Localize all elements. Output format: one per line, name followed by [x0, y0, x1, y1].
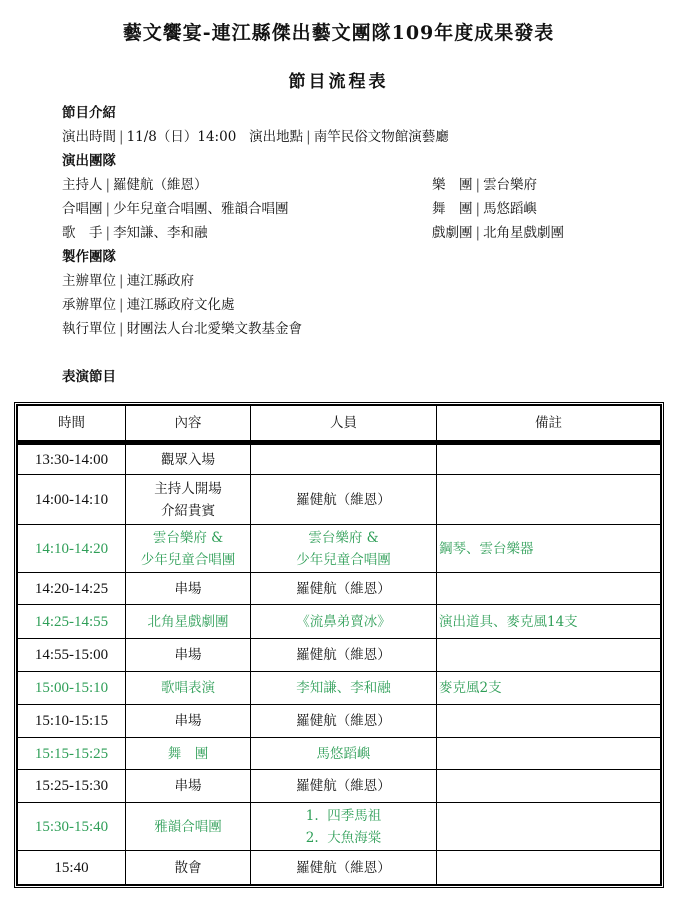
cell-content [126, 738, 251, 770]
cell-content [126, 525, 251, 573]
column-header-time: 時間 [18, 406, 126, 443]
cell-line: 羅健航（維恩） [296, 491, 391, 508]
cell-line: 雲台樂府 & [152, 529, 224, 546]
cell-line: 歌唱表演 [161, 680, 215, 696]
cell-content [126, 605, 251, 639]
program-heading: 表演節目 [62, 369, 116, 385]
cell-time: 15:10-15:15 [18, 705, 126, 738]
cell-time: 13:30-14:00 [18, 443, 126, 475]
performer-item: 歌 手 | 李知謙、李和融 [62, 225, 208, 241]
production-label: 主辦單位 [62, 273, 116, 289]
production-item: 執行單位 | 財團法人台北愛樂文教基金會 [62, 321, 303, 337]
performer-value: 李知謙、李和融 [113, 225, 208, 241]
table-row [18, 639, 661, 672]
venue-label: 演出地點 [249, 129, 304, 145]
cell-time: 14:25-14:55 [18, 605, 126, 639]
table-row [18, 705, 661, 738]
cell-line: 雅韻合唱團 [154, 818, 222, 835]
cell-line: 羅健航（維恩） [296, 778, 391, 794]
production-item: 主辦單位 | 連江縣政府 [62, 273, 195, 289]
cell-time: 14:55-15:00 [18, 639, 126, 672]
production-label: 承辦單位 [62, 297, 116, 313]
column-header-people: 人員 [251, 406, 437, 443]
cell-line: 介紹貴賓 [161, 502, 215, 519]
cell-note [437, 639, 661, 672]
table-row [18, 672, 661, 705]
cell-time: 14:20-14:25 [18, 573, 126, 605]
cell-time: 15:40 [18, 851, 126, 885]
performer-item: 樂 團 | 雲台樂府 [432, 177, 538, 193]
cell-people [251, 525, 437, 573]
table-header-row [18, 406, 661, 443]
cell-people [251, 475, 437, 525]
cell-time: 15:30-15:40 [18, 803, 126, 851]
cell-time: 14:00-14:10 [18, 475, 126, 525]
performer-item: 主持人 | 羅健航（維恩） [62, 177, 208, 193]
performer-label: 主持人 [62, 177, 103, 193]
cell-line: 串場 [174, 647, 202, 663]
cell-note: 鋼琴、雲台樂器 [437, 525, 661, 573]
venue-value: 南竿民俗文物館演藝廳 [313, 129, 449, 145]
cell-people [251, 443, 437, 475]
cell-note [437, 803, 661, 851]
document-title: 藝文饗宴-連江縣傑出藝文團隊109年度成果發表 [122, 22, 555, 44]
column-header-content: 內容 [126, 406, 251, 443]
cell-time: 15:15-15:25 [18, 738, 126, 770]
performer-value: 少年兒童合唱團、雅韻合唱團 [113, 201, 289, 217]
cell-people [251, 573, 437, 605]
cell-line: 少年兒童合唱團 [296, 551, 391, 568]
production-value: 連江縣政府文化處 [126, 297, 235, 313]
cell-time: 15:00-15:10 [18, 672, 126, 705]
cell-content [126, 770, 251, 803]
table-row [18, 573, 661, 605]
performer-label: 舞 團 [432, 201, 473, 217]
table-row [18, 475, 661, 525]
cell-people [251, 605, 437, 639]
cell-people [251, 672, 437, 705]
table-row [18, 770, 661, 803]
cell-line: 2. 大魚海棠 [305, 829, 382, 846]
table-row [18, 803, 661, 851]
cell-line: 羅健航（維恩） [296, 647, 391, 663]
time-value: 11/8（日）14:00 [126, 129, 237, 145]
cell-note [437, 851, 661, 885]
performer-value: 北角星戲劇團 [483, 225, 565, 241]
cell-content [126, 573, 251, 605]
table-row [18, 605, 661, 639]
production-item: 承辦單位 | 連江縣政府文化處 [62, 297, 235, 313]
performer-label: 歌 手 [62, 225, 103, 241]
performer-label: 戲劇團 [432, 225, 473, 241]
cell-note [437, 443, 661, 475]
cell-line: 羅健航（維恩） [296, 859, 391, 876]
program-table [14, 402, 664, 888]
performer-value: 馬悠蹈嶼 [483, 201, 538, 217]
intro-line: 演出時間 | 11/8（日）14:00 演出地點 | 南竿民俗文物館演藝廳 [62, 129, 449, 145]
cell-line: 雲台樂府 & [308, 529, 379, 546]
cell-people [251, 803, 437, 851]
performers-heading: 演出團隊 [62, 153, 116, 169]
performer-item: 合唱團 | 少年兒童合唱團、雅韻合唱團 [62, 201, 289, 217]
cell-time: 15:25-15:30 [18, 770, 126, 803]
cell-line: 舞 團 [167, 745, 209, 762]
cell-content [126, 705, 251, 738]
cell-content [126, 639, 251, 672]
column-header-note: 備註 [437, 406, 661, 443]
cell-line: 散會 [174, 859, 202, 876]
performer-label: 合唱團 [62, 201, 103, 217]
cell-line: 《流鼻弟賣冰》 [296, 613, 391, 630]
cell-line: 羅健航（維恩） [296, 713, 391, 729]
cell-time: 14:10-14:20 [18, 525, 126, 573]
cell-line: 串場 [174, 580, 202, 597]
cell-note [437, 475, 661, 525]
cell-line: 串場 [174, 713, 202, 729]
cell-line: 馬悠蹈嶼 [316, 745, 371, 762]
production-heading: 製作團隊 [62, 249, 116, 265]
cell-line: 串場 [174, 778, 202, 794]
cell-people [251, 738, 437, 770]
cell-content [126, 475, 251, 525]
intro-heading: 節目介紹 [62, 105, 116, 121]
table-row [18, 525, 661, 573]
table-row [18, 738, 661, 770]
production-label: 執行單位 [62, 321, 116, 337]
cell-line: 觀眾入場 [161, 451, 215, 468]
cell-people [251, 770, 437, 803]
cell-note [437, 705, 661, 738]
cell-content [126, 443, 251, 475]
table-row [18, 443, 661, 475]
cell-line: 少年兒童合唱團 [140, 551, 236, 568]
performer-value: 羅健航（維恩） [113, 177, 208, 193]
cell-line: 李知謙、李和融 [296, 680, 391, 696]
cell-note: 麥克風2支 [437, 672, 661, 705]
performer-value: 雲台樂府 [483, 177, 538, 193]
cell-note [437, 770, 661, 803]
cell-content [126, 851, 251, 885]
cell-note: 演出道具、麥克風14支 [437, 605, 661, 639]
cell-line: 主持人開場 [154, 480, 222, 497]
cell-note [437, 738, 661, 770]
cell-people [251, 705, 437, 738]
cell-people [251, 639, 437, 672]
document-subtitle: 節目流程表 [288, 72, 389, 92]
cell-line: 羅健航（維恩） [296, 580, 391, 597]
performer-item: 戲劇團 | 北角星戲劇團 [432, 225, 565, 241]
cell-line: 1. 四季馬祖 [305, 807, 382, 824]
cell-content [126, 803, 251, 851]
production-value: 財團法人台北愛樂文教基金會 [126, 321, 303, 337]
cell-content [126, 672, 251, 705]
production-value: 連江縣政府 [126, 273, 195, 289]
cell-line: 北角星戲劇團 [147, 613, 229, 630]
time-label: 演出時間 [62, 129, 116, 145]
cell-people [251, 851, 437, 885]
table-row [18, 851, 661, 885]
cell-note [437, 573, 661, 605]
performer-item: 舞 團 | 馬悠蹈嶼 [432, 201, 538, 217]
performer-label: 樂 團 [432, 177, 473, 193]
